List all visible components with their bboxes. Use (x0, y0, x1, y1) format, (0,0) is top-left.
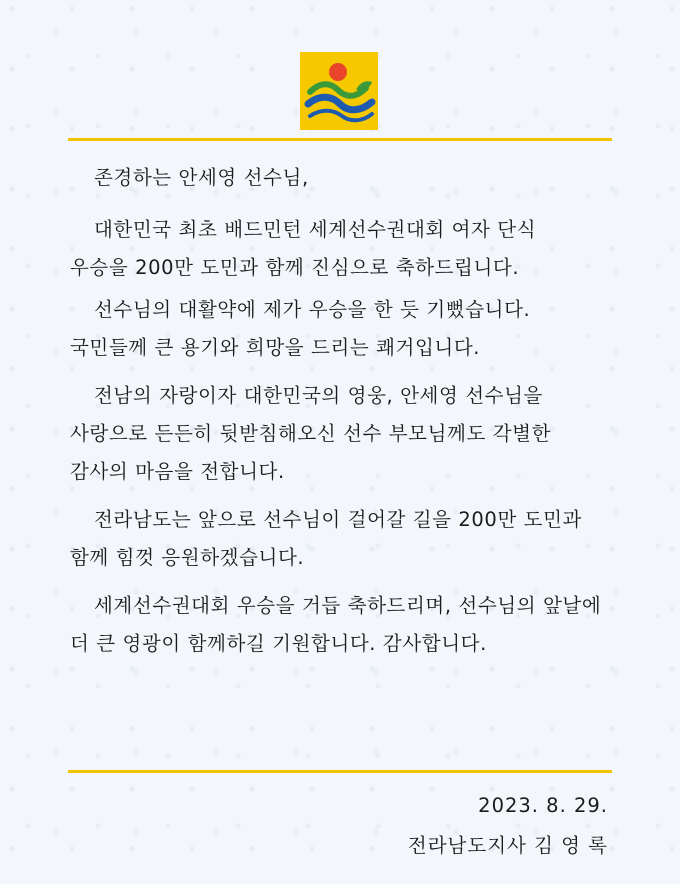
letter-line: 국민들께 큰 용기와 희망을 드리는 쾌거입니다. (70, 336, 481, 359)
salutation: 존경하는 안세영 선수님, (94, 166, 309, 189)
letter-line: 더 큰 영광이 함께하길 기원합니다. 감사합니다. (70, 632, 487, 655)
letter-date: 2023. 8. 29. (478, 794, 608, 817)
bottom-divider (68, 770, 612, 773)
letter-line: 사랑으로 든든히 뒷받침해오신 선수 부모님께도 각별한 (70, 422, 552, 445)
signer-name: 전라남도지사 김 영 록 (407, 834, 608, 857)
letter-line: 전남의 자랑이자 대한민국의 영웅, 안세영 선수님을 (94, 384, 543, 407)
jeonnam-logo-icon (300, 52, 378, 130)
letter-line: 전라남도는 앞으로 선수님이 걸어갈 길을 200만 도민과 (94, 508, 582, 531)
top-divider (68, 138, 612, 141)
letter-line: 선수님의 대활약에 제가 우승을 한 듯 기뻤습니다. (94, 298, 531, 321)
letter-line: 함께 힘껏 응원하겠습니다. (70, 546, 305, 569)
letter-line: 우승을 200만 도민과 함께 진심으로 축하드립니다. (70, 256, 520, 279)
letter-line: 세계선수권대회 우승을 거듭 축하드리며, 선수님의 앞날에 (94, 594, 602, 617)
letter-line: 대한민국 최초 배드민턴 세계선수권대회 여자 단식 (94, 218, 537, 241)
letter-line: 감사의 마음을 전합니다. (70, 460, 285, 483)
